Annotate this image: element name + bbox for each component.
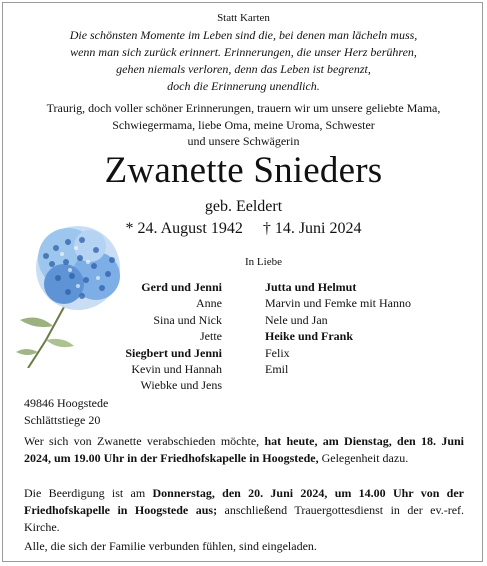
family-line: Sina und Nick bbox=[153, 312, 222, 327]
death-date: † 14. Juni 2024 bbox=[262, 220, 362, 237]
funeral-paragraph bbox=[24, 485, 464, 536]
farewell-paragraph bbox=[24, 433, 464, 467]
family-list-right bbox=[265, 279, 475, 377]
family-line: Emil bbox=[265, 362, 289, 377]
poem-line: doch die Erinnerung unendlich. bbox=[167, 79, 320, 93]
farewell-text: Wer sich von Zwanette verabschieden möchte, bbox=[24, 434, 265, 448]
family-line: Nele und Jan bbox=[265, 312, 328, 327]
funeral-details: Donnerstag, den 20. Juni 2024, um 14.00 Uhr von der Friedhofskapelle in Hoogstede aus; bbox=[24, 486, 465, 517]
family-line: Marvin und Femke mit Hanno bbox=[265, 296, 411, 311]
funeral-text-end: anschließend Trauergottesdienst in der ev.-ref. Kirche. bbox=[24, 503, 465, 534]
address bbox=[24, 395, 108, 429]
family-line: Anne bbox=[196, 296, 222, 311]
poem-line: gehen niemals verloren, denn das Leben ist begrenzt, bbox=[116, 62, 371, 76]
family-line: Jutta und Helmut bbox=[265, 280, 357, 294]
family-line: Felix bbox=[265, 345, 290, 360]
family-line: Kevin und Hannah bbox=[131, 362, 222, 377]
family-line: Wiebke und Jens bbox=[140, 378, 222, 393]
farewell-text-end: Gelegenheit dazu. bbox=[318, 451, 409, 465]
poem bbox=[0, 27, 487, 95]
closing-text: Alle, die sich der Familie verbunden fühlen, sind eingeladen. bbox=[24, 539, 317, 553]
intro-line: und unsere Schwägerin bbox=[187, 134, 300, 148]
address-line: Schlättstiege 20 bbox=[24, 413, 101, 427]
header-text: Statt Karten bbox=[217, 12, 270, 24]
intro-line: Traurig, doch voller schöner Erinnerungen, trauern wir um unsere geliebte Mama, bbox=[46, 101, 441, 115]
poem-line: wenn man sich zurück erinnert. Erinnerungen, die unser Herz berühren, bbox=[70, 45, 417, 59]
birth-date: * 24. August 1942 bbox=[125, 220, 243, 237]
birth-name: geb. Eeldert bbox=[204, 198, 283, 215]
farewell-details: hat heute, am Dienstag, den 18. Juni 2024, um 19.00 Uhr in der Friedhofskapelle in Hoogstede, bbox=[24, 434, 464, 465]
poem-line: Die schönsten Momente im Leben sind die, bei denen man lächeln muss, bbox=[69, 28, 418, 42]
intro-text bbox=[0, 100, 487, 150]
intro-line: Schwiegermama, liebe Oma, meine Uroma, Schwester bbox=[112, 117, 375, 132]
family-list-left bbox=[60, 279, 222, 394]
family-line: Heike und Frank bbox=[265, 329, 354, 344]
address-line: 49846 Hoogstede bbox=[24, 396, 109, 410]
family-line: Siegbert und Jenni bbox=[125, 345, 222, 360]
family-line: Jette bbox=[200, 329, 222, 344]
in-love-label: In Liebe bbox=[245, 256, 282, 268]
deceased-name: Zwanette Snieders bbox=[104, 150, 383, 191]
funeral-text: Die Beerdigung ist am bbox=[24, 486, 153, 500]
family-line: Gerd und Jenni bbox=[141, 280, 222, 294]
